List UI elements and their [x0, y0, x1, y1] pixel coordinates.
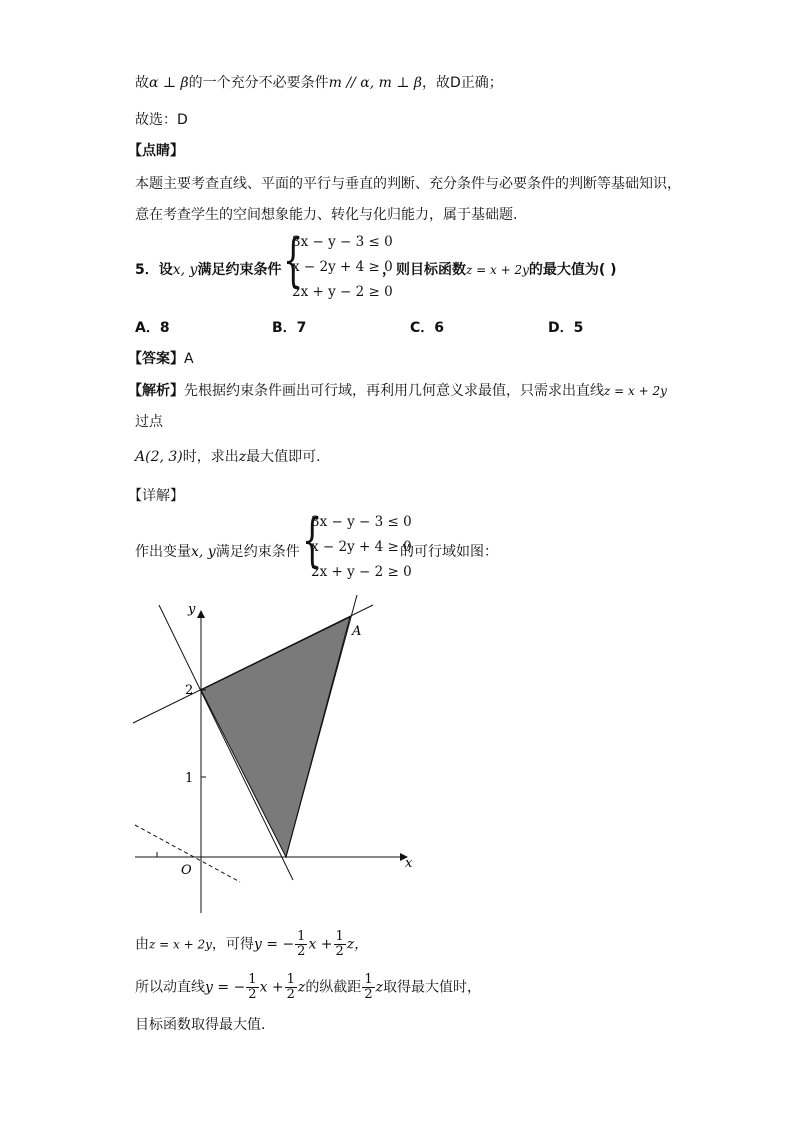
- math-expr: z = x + 2y: [149, 937, 212, 952]
- question-post1: ，则目标函数: [382, 262, 466, 278]
- detail-constraint-3: 2x + y − 2 ≥ 0: [311, 564, 412, 580]
- dianjing-text-1: 本题主要考查直线、平面的平行与垂直的判断、充分条件与必要条件的判断等基础知识，: [135, 176, 681, 192]
- math-expr: y = −: [205, 979, 246, 996]
- numerator: 1: [248, 972, 257, 987]
- fraction-half: [285, 973, 297, 1002]
- detail-tag: 【详解】: [128, 488, 184, 504]
- text: 满足约束条件: [215, 544, 300, 560]
- derivation-line-1: [135, 930, 368, 959]
- fraction-half: [362, 973, 374, 1002]
- math-expr: y = −: [253, 936, 295, 953]
- numerator: 1: [286, 972, 295, 987]
- text: 故: [135, 75, 149, 91]
- question-post2: 的最大值为( ): [528, 262, 617, 278]
- math-expr: x +: [308, 936, 333, 953]
- question-tail: [382, 259, 617, 279]
- analysis-line: [128, 380, 667, 400]
- math-expr: z: [375, 979, 383, 996]
- constraint-1: 3x − y − 3 ≤ 0: [292, 234, 393, 250]
- analysis-text-2: 过点: [135, 414, 163, 430]
- answer-value: A: [184, 351, 194, 367]
- text: 所以动直线: [135, 979, 205, 996]
- math-expr: α ⊥ β: [149, 75, 189, 91]
- derivation-line-3: 目标函数取得最大值.: [135, 1017, 266, 1033]
- detail-vars: x, y: [191, 544, 216, 560]
- text: 最大值即可.: [246, 449, 321, 465]
- y-axis-label: y: [188, 602, 196, 617]
- derivation-line-2: [135, 973, 481, 1002]
- text: 取得最大值时，: [382, 979, 481, 996]
- z-var: z: [238, 449, 247, 465]
- point-a: A(2, 3): [135, 449, 183, 465]
- denominator: 2: [364, 987, 373, 1002]
- section-heading-dianjing: 【点睛】: [128, 143, 184, 159]
- text: 时，求出: [182, 449, 239, 465]
- analysis-objective: z = x + 2y: [604, 384, 667, 398]
- denominator: 2: [297, 944, 306, 959]
- math-expr: z: [297, 979, 306, 996]
- analysis-text: 先根据约束条件画出可行域，再利用几何意义求最值，只需求出直线: [184, 383, 604, 399]
- denominator: 2: [335, 944, 344, 959]
- detail-post: 的可行域如图：: [400, 544, 498, 560]
- text: 的纵截距: [305, 979, 362, 996]
- x-axis-label: x: [405, 856, 413, 871]
- math-expr: m // α, m ⊥ β: [328, 75, 423, 91]
- option-b: B．7: [272, 320, 307, 336]
- system-brace: {: [302, 506, 323, 574]
- fraction-half: [295, 930, 307, 959]
- constraint-2: x − 2y + 4 ≥ 0: [292, 259, 393, 275]
- system-brace: {: [283, 226, 304, 294]
- dianjing-text-2: 意在考查学生的空间想象能力、转化与化归能力，属于基础题.: [135, 207, 518, 223]
- question-mid: 满足约束条件: [197, 262, 282, 278]
- option-c: C．6: [410, 320, 445, 336]
- numerator: 1: [364, 972, 373, 987]
- option-a: A．8: [135, 320, 170, 336]
- math-expr: x +: [259, 979, 284, 996]
- tick-label-1: 1: [185, 771, 194, 786]
- text: 由: [135, 936, 149, 953]
- choice-line: 故选：D: [135, 112, 188, 128]
- denominator: 2: [286, 987, 295, 1002]
- answer-line: [128, 348, 194, 368]
- numerator: 1: [335, 929, 344, 944]
- question-5: [135, 259, 281, 279]
- feasible-region-graph: [125, 595, 425, 925]
- text: ，故D正确；: [422, 75, 503, 91]
- fraction-half: [334, 930, 346, 959]
- text: 的一个充分不必要条件: [188, 75, 329, 91]
- detail-constraint-1: 3x − y − 3 ≤ 0: [311, 514, 412, 530]
- question-vars: x, y: [172, 262, 198, 278]
- option-d: D．5: [548, 320, 584, 336]
- point-a-label: A: [352, 624, 362, 639]
- denominator: 2: [248, 987, 257, 1002]
- text: ，可得: [211, 936, 254, 953]
- analysis-tag: 【解析】: [128, 383, 184, 399]
- origin-label: O: [181, 863, 192, 878]
- numerator: 1: [297, 929, 306, 944]
- math-expr: z，: [346, 936, 369, 953]
- constraint-3: 2x + y − 2 ≥ 0: [292, 284, 393, 300]
- fraction-half: [246, 973, 258, 1002]
- detail-constraint-2: x − 2y + 4 ≥ 0: [311, 539, 412, 555]
- conclusion-line: [135, 72, 503, 92]
- question-prefix: 5．设: [135, 262, 173, 278]
- text: 作出变量: [135, 544, 191, 560]
- answer-tag: 【答案】: [128, 351, 184, 367]
- detail-line: [135, 541, 300, 561]
- objective-function: z = x + 2y: [466, 263, 529, 277]
- tick-label-2: 2: [185, 683, 194, 698]
- analysis-line-3: [135, 446, 321, 466]
